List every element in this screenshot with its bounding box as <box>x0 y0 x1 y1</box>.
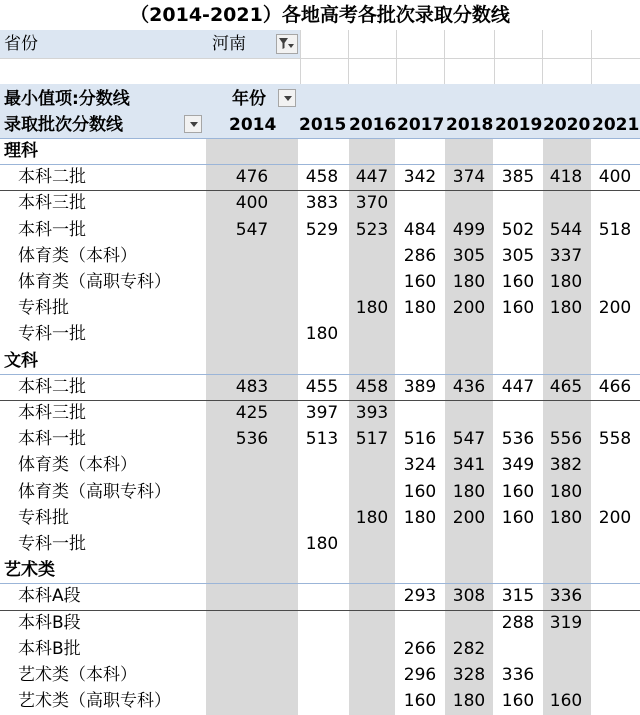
value-cell: 458 <box>305 167 339 188</box>
column-field-label: 年份 <box>232 89 266 109</box>
value-cell: 180 <box>549 507 583 528</box>
row-label: 专科一批 <box>18 324 86 345</box>
value-cell: 385 <box>501 167 535 188</box>
value-cell: 484 <box>403 219 437 240</box>
value-cell: 324 <box>403 455 437 476</box>
value-cell: 293 <box>403 586 437 607</box>
value-cell: 374 <box>452 167 486 188</box>
row-label: 本科二批 <box>18 167 86 188</box>
value-cell: 466 <box>598 376 632 397</box>
value-cell: 476 <box>235 167 269 188</box>
value-cell: 400 <box>598 167 632 188</box>
value-cell: 160 <box>403 691 437 712</box>
value-cell: 200 <box>452 298 486 319</box>
row-label: 本科二批 <box>18 376 86 397</box>
value-cell: 383 <box>305 193 339 214</box>
value-cell: 393 <box>355 403 389 423</box>
year-header-2016: 2016 <box>349 115 397 135</box>
value-cell: 180 <box>549 481 583 502</box>
value-cell: 308 <box>452 586 486 607</box>
value-cell: 180 <box>403 507 437 528</box>
year-header-2019: 2019 <box>495 115 543 135</box>
value-cell: 342 <box>403 167 437 188</box>
value-cell: 502 <box>501 219 535 240</box>
row-field-label: 录取批次分数线 <box>4 115 123 135</box>
value-cell: 180 <box>452 272 486 292</box>
value-cell: 447 <box>355 167 389 188</box>
value-cell: 180 <box>403 298 437 319</box>
value-cell: 180 <box>355 298 389 319</box>
value-cell: 436 <box>452 376 486 397</box>
value-cell: 400 <box>235 193 269 214</box>
value-cell: 160 <box>501 481 535 502</box>
group-header: 艺术类 <box>4 560 55 581</box>
year-header-2014: 2014 <box>229 115 277 135</box>
group-header: 理科 <box>4 141 38 161</box>
value-cell: 180 <box>305 324 339 345</box>
value-cell: 349 <box>501 455 535 476</box>
value-cell: 328 <box>452 665 486 685</box>
value-cell: 180 <box>549 272 583 292</box>
value-cell: 180 <box>452 481 486 502</box>
row-label: 本科A段 <box>18 586 81 607</box>
report-filter-bar <box>0 30 300 58</box>
row-label: 艺术类（本科） <box>18 665 137 685</box>
year-header-2020: 2020 <box>543 115 591 135</box>
row-label: 本科一批 <box>18 429 86 450</box>
value-cell: 180 <box>452 691 486 712</box>
value-cell: 536 <box>501 429 535 450</box>
value-cell: 200 <box>598 507 632 528</box>
value-cell: 305 <box>452 245 486 266</box>
chevron-down-icon[interactable] <box>278 89 296 107</box>
value-field-label: 最小值项:分数线 <box>4 89 130 109</box>
value-cell: 418 <box>549 167 583 188</box>
page-title: （2014-2021）各地高考各批次录取分数线 <box>130 4 510 26</box>
value-cell: 160 <box>501 272 535 292</box>
value-cell: 160 <box>501 507 535 528</box>
value-cell: 370 <box>355 193 389 214</box>
year-header-2017: 2017 <box>397 115 445 135</box>
value-cell: 180 <box>305 534 339 554</box>
value-cell: 556 <box>549 429 583 450</box>
value-cell: 315 <box>501 586 535 607</box>
value-cell: 499 <box>452 219 486 240</box>
row-label: 本科一批 <box>18 219 86 240</box>
year-header-2018: 2018 <box>446 115 494 135</box>
value-cell: 425 <box>235 403 269 423</box>
value-cell: 336 <box>501 665 535 685</box>
value-cell: 516 <box>403 429 437 450</box>
value-cell: 160 <box>501 298 535 319</box>
value-cell: 382 <box>549 455 583 476</box>
row-label: 专科一批 <box>18 534 86 554</box>
chevron-down-icon[interactable] <box>184 115 202 133</box>
value-cell: 529 <box>305 219 339 240</box>
value-cell: 513 <box>305 429 339 450</box>
value-cell: 458 <box>355 376 389 397</box>
value-cell: 180 <box>355 507 389 528</box>
value-cell: 200 <box>598 298 632 319</box>
row-label: 体育类（本科） <box>18 245 137 266</box>
value-cell: 397 <box>305 403 339 423</box>
value-cell: 336 <box>549 586 583 607</box>
value-cell: 341 <box>452 455 486 476</box>
value-cell: 160 <box>403 272 437 292</box>
row-label: 本科B段 <box>18 612 81 633</box>
value-cell: 288 <box>501 612 535 633</box>
value-cell: 536 <box>235 429 269 450</box>
row-label: 艺术类（高职专科） <box>18 691 171 712</box>
row-label: 体育类（本科） <box>18 455 137 476</box>
year-header-2015: 2015 <box>299 115 347 135</box>
value-cell: 319 <box>549 612 583 633</box>
value-cell: 160 <box>403 481 437 502</box>
row-label: 体育类（高职专科） <box>18 481 171 502</box>
row-label: 本科B批 <box>18 638 81 659</box>
value-cell: 160 <box>501 691 535 712</box>
value-cell: 160 <box>549 691 583 712</box>
value-cell: 200 <box>452 507 486 528</box>
filter-value[interactable]: 河南 <box>212 34 246 54</box>
value-cell: 544 <box>549 219 583 240</box>
year-header-2021: 2021 <box>592 115 640 135</box>
value-cell: 558 <box>598 429 632 450</box>
filter-funnel-icon[interactable] <box>276 34 298 54</box>
value-cell: 465 <box>549 376 583 397</box>
value-cell: 518 <box>598 219 632 240</box>
value-cell: 389 <box>403 376 437 397</box>
row-label: 专科批 <box>18 298 69 319</box>
value-cell: 337 <box>549 245 583 266</box>
value-cell: 282 <box>452 638 486 659</box>
value-cell: 305 <box>501 245 535 266</box>
value-cell: 547 <box>235 219 269 240</box>
value-cell: 447 <box>501 376 535 397</box>
value-cell: 180 <box>549 298 583 319</box>
value-cell: 266 <box>403 638 437 659</box>
value-cell: 296 <box>403 665 437 685</box>
group-header: 文科 <box>4 350 38 371</box>
row-label: 本科三批 <box>18 403 86 423</box>
value-cell: 517 <box>355 429 389 450</box>
row-label: 体育类（高职专科） <box>18 272 171 292</box>
filter-label: 省份 <box>4 34 38 54</box>
value-cell: 286 <box>403 245 437 266</box>
value-cell: 547 <box>452 429 486 450</box>
value-cell: 523 <box>355 219 389 240</box>
value-cell: 483 <box>235 376 269 397</box>
value-cell: 455 <box>305 376 339 397</box>
row-label: 本科三批 <box>18 193 86 214</box>
row-label: 专科批 <box>18 507 69 528</box>
